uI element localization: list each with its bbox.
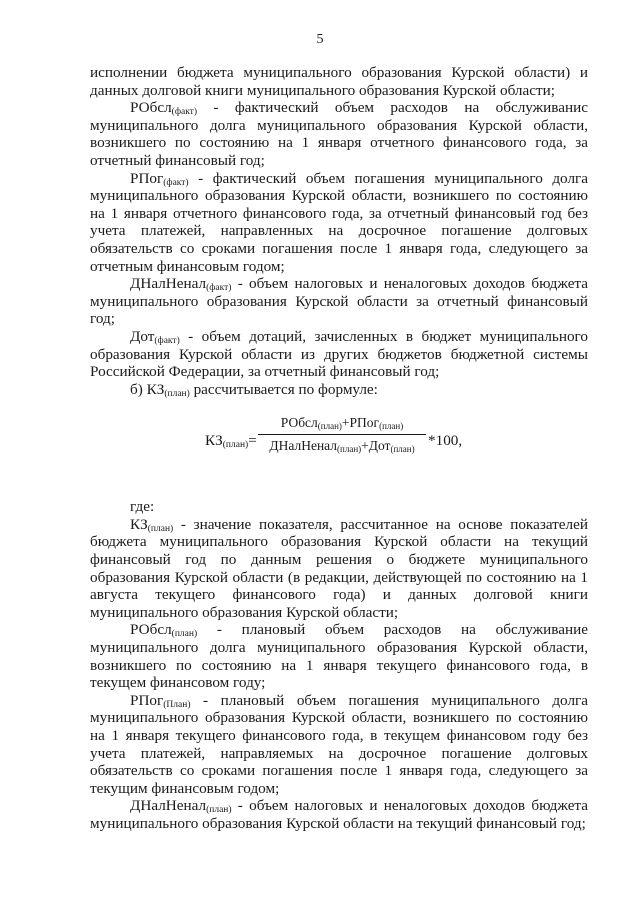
paragraph-text: исполнении бюджета муниципального образования Курской области) и данных долговой книги муниципального образования Курской области; — [90, 64, 588, 99]
formula-lhs — [205, 432, 257, 450]
term-subscript: (План) — [163, 699, 191, 710]
definition-dnalnenal-plan — [90, 797, 588, 832]
term-definition: рассчитывается по формуле: — [189, 380, 378, 398]
definition-dot-fakt — [90, 328, 588, 381]
term-subscript: (факт) — [154, 335, 180, 346]
term-definition: - объем налоговых и неналоговых доходов бюджета муниципального образования Курской области на текущий финансовый год; — [90, 797, 588, 832]
formula-numerator — [258, 414, 426, 435]
numerator-term-b: РПог — [349, 415, 380, 431]
formula-kz-plan — [90, 412, 588, 482]
formula-intro — [90, 381, 588, 399]
where-label: где: — [130, 498, 155, 516]
term-symbol: Дот — [130, 327, 155, 345]
term-definition: - объем налоговых и неналоговых доходов бюджета муниципального образования Курской области за отчетный финансовый год; — [90, 275, 588, 328]
formula-denominator — [258, 435, 426, 455]
term-symbol: КЗ — [130, 515, 148, 533]
term-definition: - плановый объем погашения муниципального долга муниципального образования Курской области, возникшего по состоянию на 1 января текущего финансового года, в текущем финансовом году без учета платежей, направляемых на досрочное погашение долговых обязательств со сроками погашения после 1 января года, следующего за текущим финансовым годом; — [90, 691, 588, 797]
paragraph-continuation — [90, 64, 588, 99]
term-definition: - фактический объем расходов на обслуживанис муниципального долга муниципального образования Курской области, возникшего по состоянию на 1 января отчетного финансового года, за отчетный финансовый год; — [90, 99, 588, 169]
term-subscript: (план) — [164, 388, 190, 399]
formula-lhs-subscript: (план) — [222, 440, 249, 451]
term-subscript: (факт) — [171, 107, 197, 118]
formula-multiplier: *100, — [428, 432, 463, 450]
formula-lhs-symbol: КЗ — [205, 432, 223, 450]
term-definition: - плановый объем расходов на обслуживание муниципального долга муниципального образования Курской области, возникшего по состоянию на 1 января текущего финансового года, в текущем финансовом году; — [90, 621, 588, 692]
term-definition: - объем дотаций, зачисленных в бюджет муниципального образования Курской области из других бюджетов бюджетной системы Российской Федерации, за отчетный финансовый год; — [90, 327, 588, 381]
term-symbol: ДНалНенал — [130, 275, 207, 293]
formula-equals: = — [248, 432, 257, 450]
term-definition: - фактический объем погашения муниципального долга муниципального образования Курской области, возникшего по состоянию на 1 января отчетного финансового года, за отчетный финансовый год без учета платежей, направленных на досрочное погашение долговых обязательств со сроками погашения после 1 января года, следующего за отчетным финансовым годом; — [90, 169, 588, 275]
definition-robsl-fakt — [90, 99, 588, 169]
denominator-term-a-subscript: (план) — [337, 443, 362, 454]
term-symbol: б) КЗ — [130, 380, 165, 398]
definition-dnalnenal-fakt — [90, 275, 588, 328]
numerator-term-a-subscript: (план) — [317, 421, 342, 432]
definition-rpog-plan — [90, 692, 588, 798]
term-symbol: РОбсл — [130, 621, 172, 639]
term-symbol: РОбсл — [130, 99, 172, 117]
numerator-operator: + — [341, 415, 350, 431]
term-definition: - значение показателя, рассчитанное на основе показателей бюджета муниципального образования Курской области на текущий финансовый год по данным решения о бюджете муниципального образования Курской области (в редакции, действующей по состоянию на 1 августа текущего финансового года) и данных долговой книги муниципального образования Курской области; — [90, 515, 588, 621]
definition-rpog-fakt — [90, 170, 588, 276]
term-symbol: ДНалНенал — [130, 797, 207, 815]
denominator-operator: + — [361, 437, 369, 453]
numerator-term-a: РОбсл — [280, 415, 318, 431]
denominator-term-a: ДНалНенал — [269, 437, 338, 453]
term-subscript: (факт) — [206, 283, 232, 294]
term-subscript: (план) — [147, 523, 174, 534]
term-symbol: РПог — [130, 691, 164, 709]
term-subscript: (план) — [171, 629, 198, 640]
document-body — [90, 64, 588, 833]
denominator-term-b-subscript: (план) — [390, 443, 415, 454]
formula-fraction — [258, 414, 426, 454]
page-number: 5 — [316, 32, 324, 47]
definition-kz-plan — [90, 516, 588, 622]
term-subscript: (план) — [206, 805, 232, 816]
definition-robsl-plan — [90, 621, 588, 691]
term-subscript: (факт) — [163, 177, 189, 188]
denominator-term-b: Дот — [368, 437, 391, 453]
numerator-term-b-subscript: (план) — [379, 421, 404, 432]
term-symbol: РПог — [130, 169, 164, 187]
